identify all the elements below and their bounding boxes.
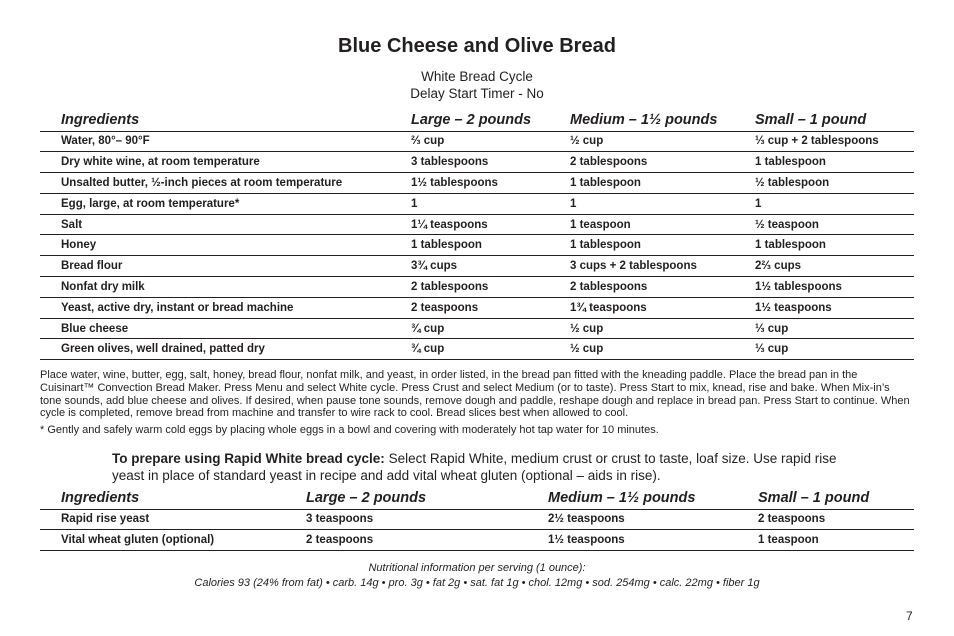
table-row: [40, 193, 914, 214]
small-amount: 2⅔ cups: [734, 256, 914, 277]
table-row: [40, 256, 914, 277]
small-amount: ½ tablespoon: [734, 173, 914, 194]
table-header-row: [40, 488, 914, 509]
medium-amount: 2 tablespoons: [549, 277, 734, 298]
table-row: [40, 318, 914, 339]
table-row: [40, 235, 914, 256]
small-amount: ⅓ cup + 2 tablespoons: [734, 131, 914, 152]
medium-amount: ½ cup: [549, 318, 734, 339]
header-medium: Medium – 1½ pounds: [527, 488, 737, 509]
table-row: [40, 173, 914, 194]
medium-amount: 1¾ teaspoons: [549, 297, 734, 318]
table-row: [40, 339, 914, 360]
ingredient-name: Blue cheese: [40, 318, 390, 339]
large-amount: 2 teaspoons: [285, 530, 527, 551]
ingredient-name: Water, 80°– 90°F: [40, 131, 390, 152]
small-amount: 1½ teaspoons: [734, 297, 914, 318]
ingredient-name: Honey: [40, 235, 390, 256]
rapid-cycle-note: [112, 450, 872, 484]
table-row: [40, 131, 914, 152]
table-row: [40, 277, 914, 298]
large-amount: ¾ cup: [390, 318, 549, 339]
medium-amount: 1 tablespoon: [549, 235, 734, 256]
large-amount: 2 teaspoons: [390, 297, 549, 318]
rapid-cycle-label: To prepare using Rapid White bread cycle:: [112, 451, 385, 466]
table-row: [40, 152, 914, 173]
large-amount: 1: [390, 193, 549, 214]
small-amount: ⅓ cup: [734, 318, 914, 339]
table-row: [40, 509, 914, 530]
large-amount: ⅔ cup: [390, 131, 549, 152]
ingredient-name: Salt: [40, 214, 390, 235]
medium-amount: 1½ teaspoons: [527, 530, 737, 551]
nutrition-heading: Nutritional information per serving (1 ounce):: [368, 562, 586, 574]
large-amount: 1¼ teaspoons: [390, 214, 549, 235]
large-amount: ¾ cup: [390, 339, 549, 360]
ingredient-name: Yeast, active dry, instant or bread machine: [40, 297, 390, 318]
small-amount: 1: [734, 193, 914, 214]
rapid-ingredients-table: [40, 488, 914, 551]
ingredient-name: Nonfat dry milk: [40, 277, 390, 298]
table-row: [40, 297, 914, 318]
medium-amount: 1 tablespoon: [549, 173, 734, 194]
medium-amount: 1: [549, 193, 734, 214]
ingredient-name: Dry white wine, at room temperature: [40, 152, 390, 173]
small-amount: 1 tablespoon: [734, 235, 914, 256]
table-row: [40, 530, 914, 551]
egg-footnote: * Gently and safely warm cold eggs by placing whole eggs in a bowl and covering with moderately hot tap water for 10 minutes.: [40, 424, 659, 436]
ingredient-name: Unsalted butter, ½-inch pieces at room temperature: [40, 173, 390, 194]
medium-amount: ½ cup: [549, 131, 734, 152]
small-amount: 1 teaspoon: [737, 530, 914, 551]
large-amount: 3¾ cups: [390, 256, 549, 277]
ingredient-name: Green olives, well drained, patted dry: [40, 339, 390, 360]
ingredient-name: Bread flour: [40, 256, 390, 277]
table-header-row: [40, 110, 914, 131]
header-small: Small – 1 pound: [737, 488, 914, 509]
medium-amount: 2½ teaspoons: [527, 509, 737, 530]
medium-amount: 3 cups + 2 tablespoons: [549, 256, 734, 277]
medium-amount: ½ cup: [549, 339, 734, 360]
medium-amount: 2 tablespoons: [549, 152, 734, 173]
header-small: Small – 1 pound: [734, 110, 914, 131]
large-amount: 3 tablespoons: [390, 152, 549, 173]
delay-timer-label: Delay Start Timer - No: [410, 86, 544, 101]
small-amount: 1½ tablespoons: [734, 277, 914, 298]
recipe-instructions: Place water, wine, butter, egg, salt, honey, bread flour, nonfat milk, and yeast, in order listed, in the bread pan fitted with the kneading paddle. Place the bread pan in the Cuisinart™ Convection Bread Maker. Press Menu and select White cycle. Press Crust and select Medium (or to taste). Press Start to mix, knead, rise and bake. When Mix-in’s tone sounds, add blue cheese and olives. If desired, when pause tone sounds, remove dough and paddle, reshape dough and replace in bread pan. Press Start to continue. When cycle is completed, remove bread from machine and transfer to wire rack to cool. Bread slices best when allowed to cool.: [40, 369, 910, 420]
cycle-label: White Bread Cycle: [421, 69, 533, 84]
small-amount: 1 tablespoon: [734, 152, 914, 173]
header-medium: Medium – 1½ pounds: [549, 110, 734, 131]
ingredient-name: Egg, large, at room temperature*: [40, 193, 390, 214]
header-large: Large – 2 pounds: [285, 488, 527, 509]
header-large: Large – 2 pounds: [390, 110, 549, 131]
header-ingredients: Ingredients: [40, 110, 390, 131]
large-amount: 1½ tablespoons: [390, 173, 549, 194]
ingredients-table: [40, 110, 914, 360]
medium-amount: 1 teaspoon: [549, 214, 734, 235]
rapid-cycle-text: Select Rapid White, medium crust or crust to taste, loaf size. Use rapid rise yeast in place of standard yeast in recipe and add vital wheat gluten (optional – aids in rise).: [112, 451, 837, 483]
large-amount: 1 tablespoon: [390, 235, 549, 256]
large-amount: 3 teaspoons: [285, 509, 527, 530]
ingredient-name: Vital wheat gluten (optional): [40, 530, 285, 551]
header-ingredients: Ingredients: [40, 488, 285, 509]
small-amount: ½ teaspoon: [734, 214, 914, 235]
ingredient-name: Rapid rise yeast: [40, 509, 285, 530]
recipe-title: Blue Cheese and Olive Bread: [338, 35, 616, 57]
large-amount: 2 tablespoons: [390, 277, 549, 298]
table-row: [40, 214, 914, 235]
small-amount: ⅓ cup: [734, 339, 914, 360]
nutrition-values: Calories 93 (24% from fat) • carb. 14g • pro. 3g • fat 2g • sat. fat 1g • chol. 12mg • sod. 254mg • calc. 22mg • fiber 1g: [194, 577, 760, 589]
small-amount: 2 teaspoons: [737, 509, 914, 530]
page-number: 7: [906, 609, 913, 623]
